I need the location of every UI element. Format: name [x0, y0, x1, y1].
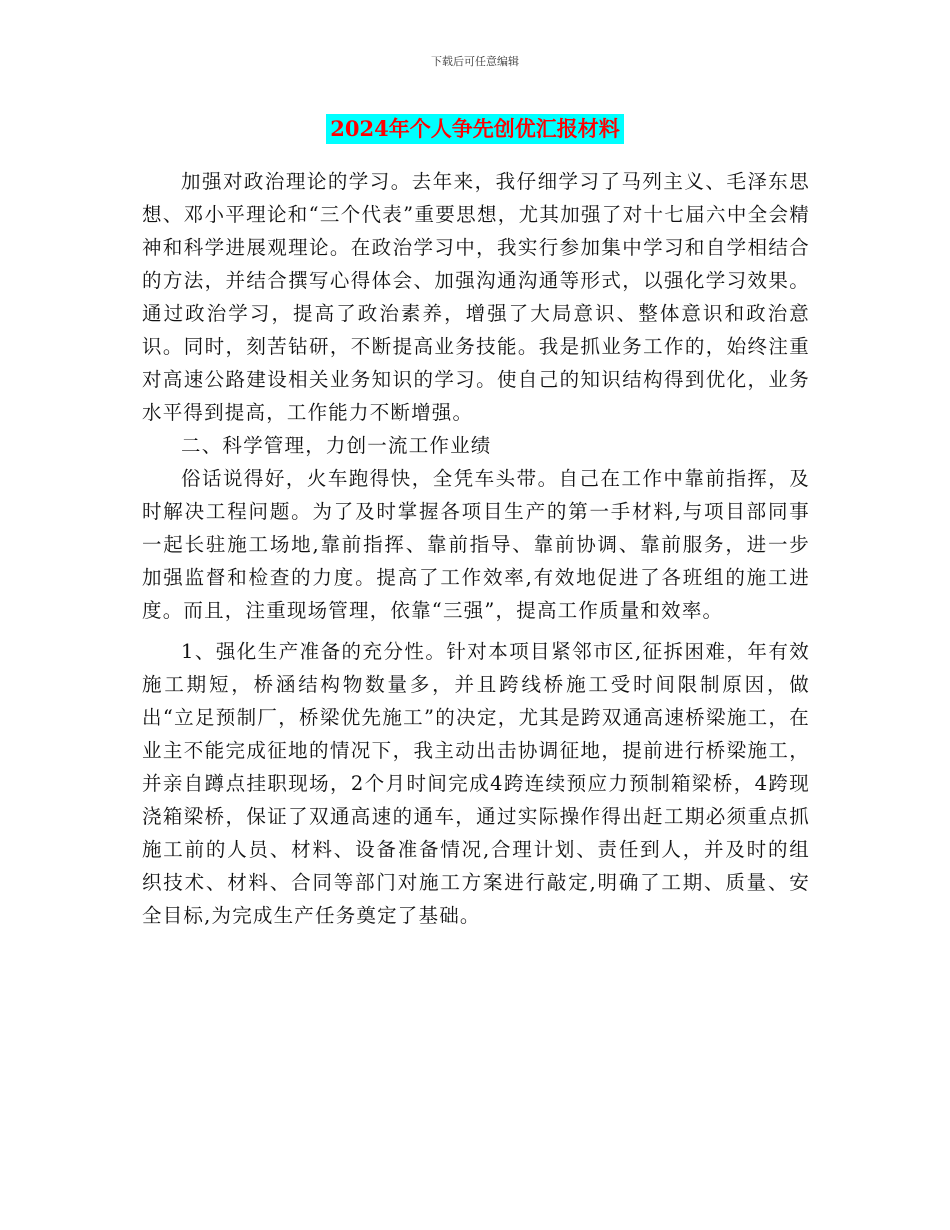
header-note: 下载后可任意编辑 — [431, 55, 519, 68]
paragraph-leadership: 俗话说得好，火车跑得快，全凭车头带。自己在工作中靠前指挥，及时解决工程问题。为了及时掌握各项目生产的第一手材料,与项目部同事一起长驻施工场地,靠前指挥、靠前指导、靠前协调、靠前服务，进一步加强监督和检查的力度。提高了工作效率,有效地促进了各班组的施工进度。而且，注重现场管理，依靠“三强”，提高工作质量和效率。 — [142, 467, 810, 622]
paragraph-political-study: 加强对政治理论的学习。去年来，我仔细学习了马列主义、毛泽东思想、邓小平理论和“三个代表”重要思想，尤其加强了对十七届六中全会精神和科学进展观理论。在政治学习中，我实行参加集中学习和自学相结合的方法，并结合撰写心得体会、加强沟通沟通等形式，以强化学习效果。通过政治学习，提高了政治素养，增强了大局意识、整体意识和政治意识。同时，刻苦钻研，不断提高业务技能。我是抓业务工作的，始终注重对高速公路建设相关业务知识的学习。使自己的知识结构得到优化，业务水平得到提高，工作能力不断增强。 — [142, 170, 810, 424]
section-heading-management: 二、科学管理，力创一流工作业绩 — [181, 434, 492, 457]
title-wrap — [0, 114, 950, 144]
document-title: 2024年个人争先创优汇报材料 — [326, 114, 623, 144]
paragraph-production-preparation: 1、强化生产准备的充分性。针对本项目紧邻市区,征拆困难，年有效施工期短，桥涵结构物数量多，并且跨线桥施工受时间限制原因，做出“立足预制厂，桥梁优先施工”的决定，尤其是跨双通高速桥梁施工，在业主不能完成征地的情况下，我主动出击协调征地，提前进行桥梁施工，并亲自蹲点挂职现场，2个月时间完成4跨连续预应力预制箱梁桥，4跨现浇箱梁桥，保证了双通高速的通车，通过实际操作得出赶工期必须重点抓施工前的人员、材料、设备准备情况,合理计划、责任到人，并及时的组织技术、材料、合同等部门对施工方案进行敲定,明确了工期、质量、安全目标,为完成生产任务奠定了基础。 — [142, 640, 810, 927]
document-body — [142, 165, 810, 932]
